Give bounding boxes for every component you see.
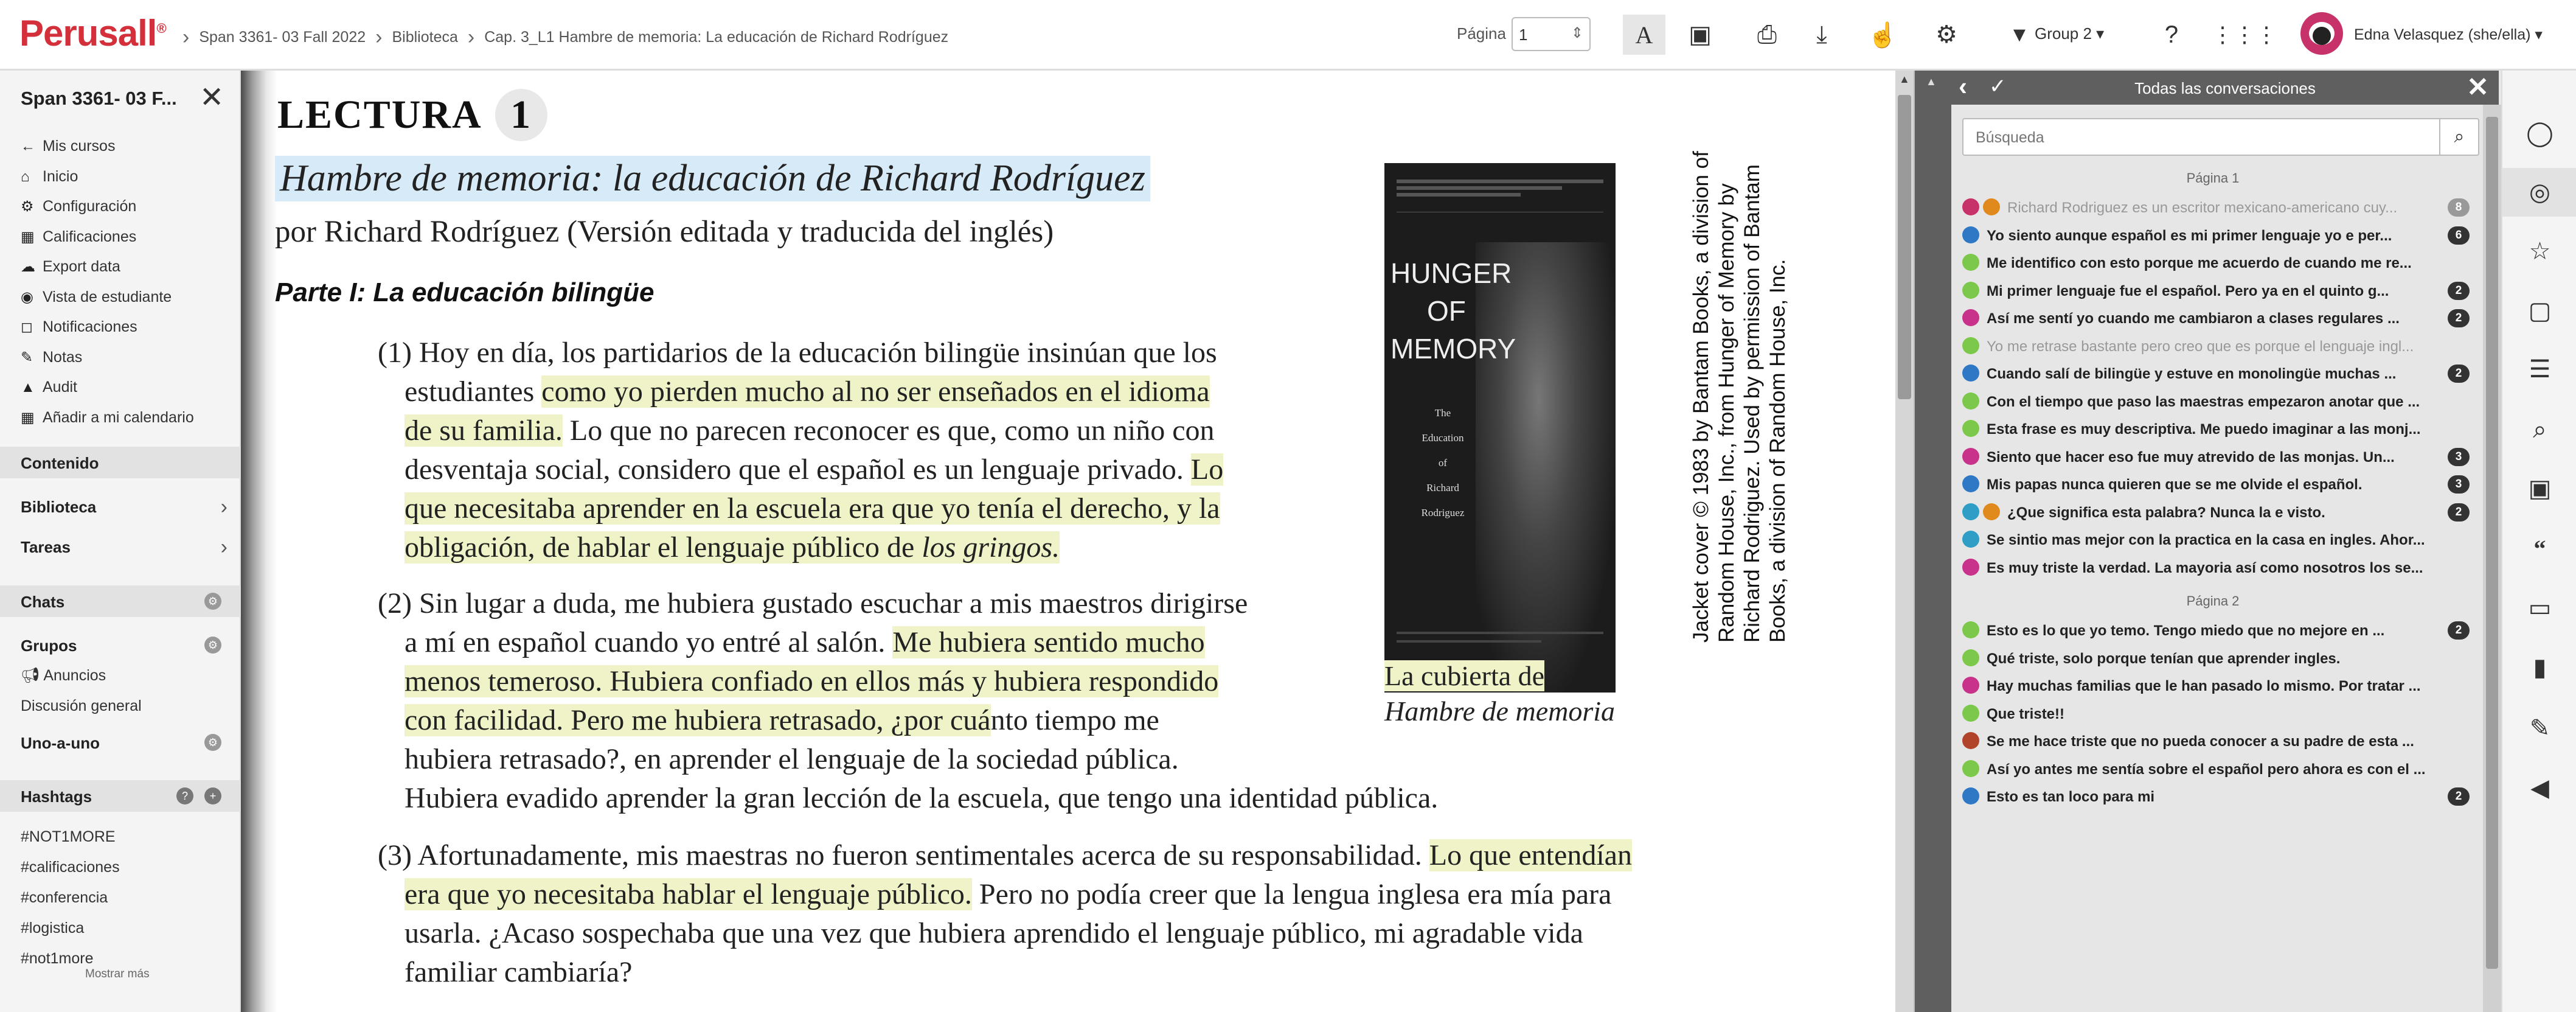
conversation-text: Se sintio mas mejor con la practica en la casa en ingles. Ahor...	[1987, 532, 2425, 548]
conversation-text: Qué triste, solo porque tenían que aprender ingles.	[1987, 650, 2341, 667]
document-scrollbar[interactable]	[1895, 71, 1914, 1012]
avatar[interactable]	[2300, 12, 2343, 55]
user-avatar-icon	[1962, 420, 1979, 437]
document-author: por Richard Rodríguez (Versión editada y traducida del inglés)	[275, 215, 1054, 249]
search-icon[interactable]: ⌕	[2439, 119, 2478, 155]
text-mode-icon[interactable]: A	[1623, 15, 1665, 55]
top-toolbar	[0, 0, 2576, 71]
text-line[interactable]: familiar cambiaría?	[404, 956, 633, 988]
section-chats: Chats	[0, 585, 241, 617]
hashtag-list	[21, 822, 120, 974]
highlight[interactable]: Lo	[1190, 453, 1224, 486]
reply-count-badge: 2	[2448, 621, 2470, 640]
bell-icon: ◻	[21, 319, 33, 335]
user-avatar-icon	[1962, 531, 1979, 548]
cover-footer	[1397, 626, 1603, 656]
user-avatar-icon	[1962, 649, 1979, 666]
conversations-panel	[1914, 71, 2501, 1012]
sidebar-item-export[interactable]: ☁ Export data	[21, 252, 194, 282]
cloud-icon: ☁	[21, 259, 35, 275]
reply-count-badge: 2	[2448, 503, 2470, 522]
text-line[interactable]: (3) Afortunadamente, mis maestras no fueron sentimentales acerca de su responsabilidad. Lo que entendían	[378, 839, 1632, 871]
page-group-label: Página 2	[2186, 593, 2240, 609]
highlight[interactable]: era que yo necesitaba hablar el lenguaje público.	[404, 878, 972, 910]
text-line[interactable]	[378, 489, 1223, 528]
user-menu[interactable]: Edna Velasquez (she/ella) ▾	[2354, 26, 2543, 43]
pencil-icon: ✎	[21, 349, 33, 366]
settings-dot-icon[interactable]: ⚙	[204, 734, 221, 751]
text-line[interactable]: usarla. ¿Acaso sospechaba que una vez que hubiera aprendido el lenguaje público, mi agradable vida	[404, 917, 1583, 949]
sidebar-item-calificaciones[interactable]: ▦ Calificaciones	[21, 222, 194, 253]
breadcrumb	[182, 26, 948, 49]
course-sidebar	[0, 71, 241, 1012]
settings-dot-icon[interactable]: ⚙	[204, 593, 221, 610]
conversation-item[interactable]	[1962, 646, 2487, 672]
conversation-text: Así yo antes me sentía sobre el español pero ahora es con el ...	[1987, 761, 2426, 778]
breadcrumb-library[interactable]: Biblioteca	[392, 29, 458, 46]
conversation-item[interactable]	[1962, 305, 2487, 332]
sidebar-item-audit[interactable]: ▲ Audit	[21, 372, 194, 403]
user-avatar-icon	[1962, 309, 1979, 326]
inbox-icon[interactable]: ▭	[2528, 595, 2552, 621]
conversation-text: ¿Que significa esta palabra? Nunca la e visto.	[2007, 504, 2325, 521]
star-icon[interactable]: ☆	[2529, 238, 2551, 265]
perusall-logo[interactable]: Perusall®	[19, 13, 166, 54]
conversation-item[interactable]	[1962, 728, 2487, 755]
group-selector[interactable]: Group 2 ▾	[2035, 24, 2105, 43]
highlight[interactable]: como yo pierden mucho al no ser enseñados en el idioma	[541, 375, 1210, 408]
reply-count-badge: 2	[2448, 282, 2470, 300]
warning-icon: ▲	[21, 379, 35, 396]
pencil-icon[interactable]: ✎	[2529, 715, 2550, 742]
cover-title: HUNGER OF MEMORY	[1390, 257, 1516, 365]
conversation-text: Esto es tan loco para mi	[1987, 789, 2155, 805]
user-avatar-icon	[1962, 337, 1979, 354]
highlight[interactable]: con facilidad. Pero me hubiera retrasado, ¿por cuá	[404, 704, 991, 736]
chevron-right-icon: ›	[182, 26, 190, 49]
user-avatar-icon	[1962, 621, 1979, 638]
conversation-item[interactable]	[1962, 756, 2487, 783]
chevron-left-icon[interactable]: ‹	[1959, 72, 1967, 100]
sidebar-item-grupos[interactable]: Grupos	[21, 637, 77, 655]
conversation-text: Se me hace triste que no pueda conocer a su padre de esta ...	[1987, 733, 2414, 750]
conversation-text: Es muy triste la verdad. La mayoria así como nosotros los se...	[1987, 559, 2423, 576]
check-icon[interactable]: ✓	[1989, 75, 2007, 98]
conversation-item[interactable]	[1962, 250, 2487, 277]
search-icon[interactable]: ⌕	[2533, 416, 2547, 443]
breadcrumb-document: Cap. 3_L1 Hambre de memoria: La educación de Richard Rodríguez	[484, 29, 949, 46]
cover-quote	[1397, 176, 1603, 212]
conversation-text: Así me sentí yo cuando me cambiaron a clases regulares ...	[1987, 310, 2400, 327]
section-contenido: Contenido	[0, 447, 241, 478]
hashtag-item[interactable]: #logistica	[21, 920, 85, 937]
conversation-item[interactable]	[1962, 701, 2487, 728]
panel-scrollbar[interactable]	[2483, 105, 2501, 1012]
search-input[interactable]	[1974, 125, 2403, 150]
close-icon[interactable]: ✕	[200, 82, 224, 114]
hashtag-item[interactable]: #not1more	[21, 950, 94, 967]
text-line[interactable]: hubiera retrasado?, en aprender el lenguaje de la sociedad pública.	[404, 743, 1179, 775]
conversation-text: Mi primer lenguaje fue el español. Pero ya en el quinto g...	[1987, 282, 2389, 299]
document-icon[interactable]: ▢	[2528, 298, 2552, 324]
cover-credit: Jacket cover © 1983 by Bantam Books, a division of Random House, Inc., from Hunger of Memory by Richard Rodriguez. Used by permission of Bantam Books, a division of Random House, Inc.	[1689, 151, 1790, 643]
sidebar-nav	[21, 131, 194, 433]
speech-bubble-icon[interactable]: ◯	[2526, 120, 2553, 147]
highlight[interactable]: obligación, de hablar el lenguaje público de	[404, 531, 922, 564]
conversation-text: Hay muchas familias que le han pasado lo mismo. Por tratar ...	[1987, 678, 2421, 694]
megaphone-icon: 📢︎	[21, 667, 44, 684]
conversation-text: Esta frase es muy descriptiva. Me puedo imaginar a las monj...	[1987, 421, 2421, 438]
user-avatar-icon	[1962, 448, 1979, 465]
reply-count-badge: 3	[2448, 475, 2470, 494]
conversation-item[interactable]	[1962, 472, 2487, 498]
conversation-item[interactable]	[1962, 673, 2487, 700]
chevron-right-icon: ›	[467, 26, 475, 49]
chevron-right-icon: ›	[220, 536, 227, 559]
settings-dot-icon[interactable]: ⚙	[204, 637, 221, 654]
conversation-item[interactable]	[1962, 223, 2487, 250]
conversation-item[interactable]	[1962, 416, 2487, 443]
question-marker-icon	[1983, 198, 2000, 215]
chevron-right-icon: ›	[220, 495, 227, 518]
highlight[interactable]: los gringos.	[922, 531, 1060, 564]
conversation-text: Que triste!!	[1987, 705, 2065, 722]
hashtag-item[interactable]: #calificaciones	[21, 859, 120, 876]
conversation-search	[1962, 118, 2479, 156]
highlight[interactable]: Lo que entendían	[1429, 839, 1632, 871]
show-more-link[interactable]: Mostrar más	[85, 968, 150, 980]
paragraph-3[interactable]	[378, 836, 1632, 992]
book-cover-image	[1384, 163, 1616, 693]
user-avatar-icon	[1962, 475, 1979, 492]
reply-count-badge: 6	[2448, 226, 2470, 245]
cover-caption[interactable]: La cubierta de Hambre de memoria	[1384, 660, 1616, 727]
conversation-text: Yo me retrase bastante pero creo que es porque el lenguaje ingl...	[1987, 338, 2414, 355]
course-title: Span 3361- 03 F...	[21, 88, 177, 109]
scrollbar-thumb[interactable]	[2486, 117, 2498, 969]
conversation-text: Yo siento aunque español es mi primer lenguaje yo e per...	[1987, 227, 2392, 244]
paragraph-1[interactable]	[378, 333, 1223, 567]
settings-menu-icon[interactable]: ⚙	[1935, 21, 1957, 48]
megaphone-icon[interactable]: ◀	[2530, 775, 2549, 801]
bookmark-icon[interactable]: ▮	[2533, 654, 2547, 681]
text-line[interactable]	[378, 528, 1223, 567]
quote-icon[interactable]: “	[2533, 535, 2546, 562]
paragraph-2[interactable]	[378, 584, 1438, 818]
user-avatar-icon	[1962, 226, 1979, 243]
user-avatar-icon	[1962, 705, 1979, 722]
lectura-heading: LECTURA 1	[277, 89, 547, 141]
conversation-item[interactable]	[1962, 389, 2487, 416]
highlight[interactable]: Me hubiera sentido mucho	[892, 626, 1205, 658]
conversation-item[interactable]	[1962, 618, 2487, 644]
conversation-text: Me identifico con esto porque me acuerdo de cuando me re...	[1987, 255, 2412, 271]
page-shadow	[241, 71, 277, 1012]
conversation-item[interactable]	[1962, 333, 2487, 360]
text-line[interactable]: estudiantes como yo pierden mucho al no ser enseñados en el idioma	[404, 375, 1210, 408]
conversations-icon[interactable]: ◎	[2502, 168, 2576, 217]
reply-count-badge: 8	[2448, 198, 2470, 217]
hashtag-item[interactable]: #NOT1MORE	[21, 828, 116, 845]
panel-collapse-bar[interactable]	[1915, 71, 1951, 1012]
arrow-left-icon: ←	[21, 138, 35, 155]
user-avatar-icon	[1962, 198, 1979, 215]
eye-icon: ◉	[21, 288, 33, 305]
calendar-icon: ▦	[21, 409, 35, 426]
sidebar-item-calendario[interactable]: ▦ Añadir a mi calendario	[21, 403, 194, 433]
spinner-icon[interactable]: ⇕	[1571, 25, 1583, 41]
conversation-item[interactable]	[1962, 278, 2487, 305]
breadcrumb-course[interactable]: Span 3361- 03 Fall 2022	[199, 29, 366, 46]
conversation-text: Cuando salí de bilingüe y estuve en monolingüe muchas ...	[1987, 366, 2397, 382]
user-avatar-icon	[1962, 393, 1979, 410]
page-group-label: Página 1	[2186, 170, 2240, 186]
conversation-text: Siento que hacer eso fue muy atrevido de las monjas. Un...	[1987, 448, 2395, 466]
text-line[interactable]: a mí en español cuando yo entré al salón. Me hubiera sentido mucho	[404, 626, 1205, 658]
sidebar-item-vista-estudiante[interactable]: ◉ Vista de estudiante	[21, 282, 194, 313]
document-viewer[interactable]	[241, 71, 1895, 1012]
user-avatar-icon	[1962, 677, 1979, 694]
image-icon[interactable]: ▣	[2528, 475, 2552, 502]
panel-header	[1951, 71, 2499, 105]
user-avatar-icon	[1962, 732, 1979, 749]
chevron-right-icon: ›	[375, 26, 383, 49]
sidebar-item-tareas[interactable]: Tareas ›	[21, 536, 227, 559]
conversation-text: Richard Rodriguez es un escritor mexicano-americano cuy...	[2007, 200, 2398, 216]
add-dot-icon[interactable]: +	[204, 787, 221, 804]
apps-grid-icon[interactable]: ⋮⋮⋮	[2212, 22, 2277, 47]
conversation-item[interactable]	[1962, 527, 2487, 554]
conversation-item[interactable]	[1962, 444, 2487, 471]
sidebar-item-uno-a-uno[interactable]: Uno-a-uno	[21, 734, 100, 752]
conversation-item[interactable]	[1962, 500, 2487, 526]
text-line[interactable]: Hubiera evadido aprender la gran lección de la escuela, que tengo una identidad pública.	[404, 782, 1439, 814]
reply-count-badge: 2	[2448, 787, 2470, 806]
list-icon[interactable]: ☰	[2529, 356, 2551, 383]
text-line[interactable]: (2) Sin lugar a duda, me hubiera gustado escuchar a mis maestros dirigirse	[378, 587, 1248, 619]
highlight[interactable]: menos temeroso. Hubiera confiado en ellos más y hubiera respondido	[404, 665, 1219, 697]
sidebar-item-biblioteca[interactable]: Biblioteca ›	[21, 495, 227, 518]
hand-search-icon[interactable]: ☝	[1867, 21, 1898, 49]
reply-count-badge: 2	[2448, 309, 2470, 327]
scroll-up-icon[interactable]: ▲	[1926, 75, 1937, 88]
text-line[interactable]	[378, 662, 1438, 701]
conversation-item[interactable]	[1962, 555, 2487, 582]
help-icon[interactable]: ?	[2164, 21, 2179, 48]
conversation-item[interactable]	[1962, 195, 2487, 222]
tool-rail	[2501, 71, 2576, 1012]
user-avatar-icon	[1962, 365, 1979, 382]
text-line[interactable]: con facilidad. Pero me hubiera retrasado, ¿por cuánto tiempo me	[404, 704, 1159, 736]
page-label: Página	[1457, 24, 1506, 43]
print-icon[interactable]: ⎙	[1757, 21, 1777, 48]
text-line[interactable]: de su familia. Lo que no parecen reconocer es que, como un niño con	[404, 414, 1215, 447]
text-line[interactable]: era que yo necesitaba hablar el lenguaje público. Pero no podía creer que la lengua inglesa era mía para	[404, 878, 1612, 910]
download-icon[interactable]: ⤓	[1816, 21, 1827, 48]
user-avatar-icon	[1962, 559, 1979, 576]
sidebar-item-mis-cursos[interactable]: ← Mis cursos	[21, 131, 194, 162]
gear-icon: ⚙	[21, 198, 34, 215]
page-number-input[interactable]: 1 ⇕	[1512, 17, 1591, 51]
highlight[interactable]: de su familia.	[404, 414, 563, 447]
cover-subtitle: The Education of Richard Rodriguez	[1421, 407, 1465, 518]
reply-count-badge: 3	[2448, 448, 2470, 466]
filter-icon[interactable]: ▼	[2009, 23, 2030, 46]
close-icon[interactable]: ✕	[2467, 72, 2489, 102]
highlight[interactable]: que necesitaba aprender en la escuela era que yo tenía el derecho, y la	[404, 492, 1220, 525]
document-title[interactable]: Hambre de memoria: la educación de Richard Rodríguez	[275, 156, 1150, 201]
sidebar-item-inicio[interactable]: ⌂ Inicio	[21, 162, 194, 192]
reply-count-badge: 2	[2448, 365, 2470, 383]
scrollbar-thumb[interactable]	[1898, 95, 1911, 399]
sidebar-item-notas[interactable]: ✎ Notas	[21, 343, 194, 373]
conversation-item[interactable]	[1962, 361, 2487, 388]
sidebar-item-configuracion[interactable]: ⚙ Configuración	[21, 192, 194, 222]
section-heading: Parte I: La educación bilingüe	[275, 277, 654, 307]
text-line[interactable]: (1) Hoy en día, los partidarios de la educación bilingüe insinúan que los	[378, 337, 1217, 369]
image-mode-icon[interactable]: ▣	[1689, 21, 1712, 48]
sidebar-item-anuncios[interactable]: 📢︎ Anuncios	[21, 667, 106, 684]
conversation-item[interactable]	[1962, 784, 2487, 811]
question-marker-icon	[1983, 503, 2000, 520]
home-icon: ⌂	[21, 168, 30, 185]
text-line[interactable]: desventaja social, considero que el español es un lenguaje privado. Lo	[404, 453, 1224, 486]
user-avatar-icon	[1962, 282, 1979, 299]
conversation-text: Esto es lo que yo temo. Tengo miedo que no mejore en ...	[1987, 623, 2385, 639]
panel-title: Todas las conversaciones	[2134, 79, 2316, 97]
user-avatar-icon	[1962, 760, 1979, 777]
user-avatar-icon	[1962, 503, 1979, 520]
sidebar-item-discusion[interactable]: Discusión general	[21, 697, 142, 714]
conversation-text: Mis papas nunca quieren que se me olvide el español.	[1987, 476, 2362, 493]
help-dot-icon[interactable]: ?	[176, 787, 193, 804]
user-avatar-icon	[1962, 254, 1979, 271]
hashtag-item[interactable]: #conferencia	[21, 889, 108, 906]
user-avatar-icon	[1962, 787, 1979, 804]
section-hashtags: Hashtags	[0, 780, 241, 812]
scroll-up-icon[interactable]: ▲	[1899, 73, 1910, 85]
table-icon: ▦	[21, 228, 35, 245]
conversation-text: Con el tiempo que paso las maestras empezaron anotar que ...	[1987, 393, 2420, 410]
sidebar-item-notificaciones[interactable]: ◻ Notificaciones	[21, 312, 194, 343]
